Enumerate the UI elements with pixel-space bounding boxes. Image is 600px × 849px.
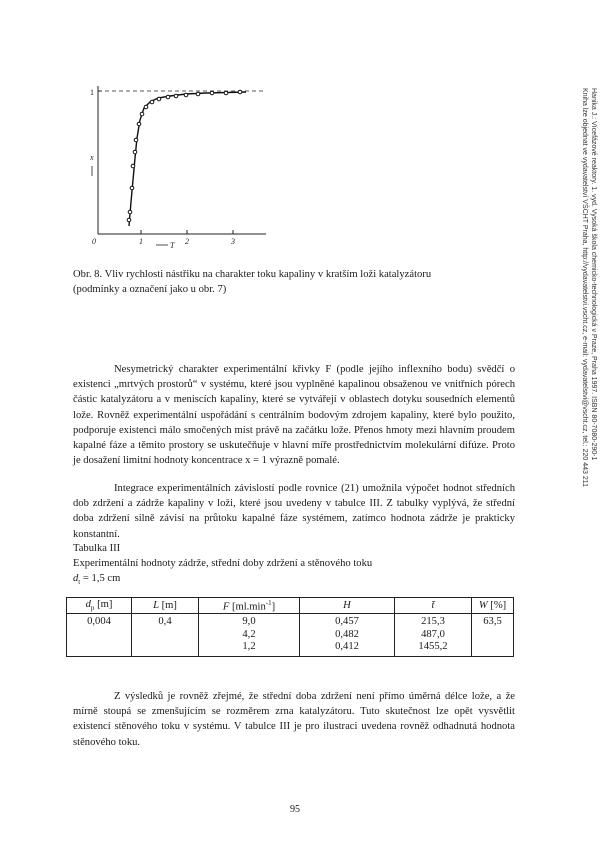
header-H: H — [300, 598, 395, 614]
table-header-row — [67, 598, 514, 614]
f-curve-graph — [86, 62, 276, 252]
cell-W: 63,5 — [472, 614, 514, 657]
caption-line-1: Obr. 8. Vliv rychlosti nástřiku na charakter toku kapaliny v kratším loži katalyzátoru — [73, 269, 432, 280]
paragraph-1 — [73, 362, 515, 468]
caption-line-2: (podmínky a označení jako u obr. 7) — [73, 284, 227, 295]
cell-L: 0,4 — [132, 614, 199, 657]
figure-plot — [86, 62, 276, 252]
paragraph-1-text: Nesymetrický charakter experimentální křivky F (podle jejího inflexního bodu) svědčí o existenci „mrtvých prostorů“ v systému, které jsou vyplněné kapalinou obsaženou ve vnitřních pórech částic katalyzátoru a v meniscích kapaliny, které se vytvářejí v oblastech dotyku sousedních elementů lože. Rovněž experimentální uspořádání s centrálním bodovým zdrojem kapaliny, které bylo použito, podporuje existenci málo smočených míst právě na začátku lože. Přenos hmoty mezi hlavním proudem kapalné fáze a těmito prostory se uskutečňuje v hlavní míře prostřednictvím molekulární difúze. Proto je dosažení limitní hodnoty koncentrace x = 1 výrazně pomalé. — [73, 364, 515, 467]
header-t: t̄ — [395, 598, 472, 614]
data-markers — [127, 90, 242, 222]
figure-caption — [73, 267, 513, 297]
x-axis-label: T — [170, 241, 175, 250]
header-W: W [%] — [472, 598, 514, 614]
table-row — [67, 614, 514, 657]
table-caption: Experimentální hodnoty zádrže, střední doby zdržení a stěnového toku — [73, 558, 373, 569]
header-L: L [m] — [132, 598, 199, 614]
paragraph-2-text: Integrace experimentálních závislostí podle rovnice (21) umožnila výpočet hodnot středních dob zdržení a zádrže kapaliny v loži, které jsou uvedeny v tabulce III. Z tabulky vyplývá, že střední doba zdržení silně závisí na průtoku kapalné fáze systémem, zatímco hodnota zádrže je prakticky konstantní. — [73, 483, 515, 540]
side-citation-note — [568, 88, 598, 568]
cell-H: 0,457 0,482 0,412 — [300, 614, 395, 657]
side-note-line-1: Hanika J.: Vícefázové reaktory. 1. vyd. Vysoká škola chemicko-technologická v Praze, Praha 1997. ISBN 80-7080-290-1 — [590, 88, 597, 461]
f-curve — [129, 92, 246, 226]
y-tick-1: 1 — [90, 88, 94, 97]
y-axis-label: x — [90, 153, 94, 162]
cell-t: 215,3 487,0 1455,2 — [395, 614, 472, 657]
paragraph-2 — [73, 481, 515, 542]
data-table — [66, 597, 514, 657]
x-tick-3: 3 — [231, 237, 235, 246]
paragraph-3 — [73, 689, 515, 750]
x-tick-0: 0 — [92, 237, 96, 246]
side-note-line-2: Kniha lze objednat ve vydavatelství VŠCHT Praha, http://vydavatelstvi.vscht.cz, e-mail: vydavatelstvi@vscht.cz, tel.: 220 443 211 — [581, 88, 588, 488]
header-dp: $d_p$ [m] — [67, 598, 132, 614]
page-number: 95 — [290, 804, 300, 815]
paragraph-3-text: Z výsledků je rovněž zřejmé, že střední doba zdržení není přímo úměrná délce lože, a že mírně stoupá se zmenšujícím se rozměrem zrna katalyzátoru. Tuto skutečnost lze opět vysvětlit existencí stěnového toku v systému. V tabulce III je pro ilustraci uvedena rovněž odhadnutá hodnota stěnového toku. — [73, 691, 515, 748]
table-diameter-note: $d_t = 1,5$ cm — [73, 573, 121, 587]
cell-F: 9,0 4,2 1,2 — [199, 614, 300, 657]
table-title: Tabulka III — [73, 543, 121, 554]
header-F: F $[ml.\min^{-1}]$ — [199, 598, 300, 614]
x-tick-1: 1 — [139, 237, 143, 246]
x-tick-2: 2 — [185, 237, 189, 246]
cell-dp: 0,004 — [67, 614, 132, 657]
